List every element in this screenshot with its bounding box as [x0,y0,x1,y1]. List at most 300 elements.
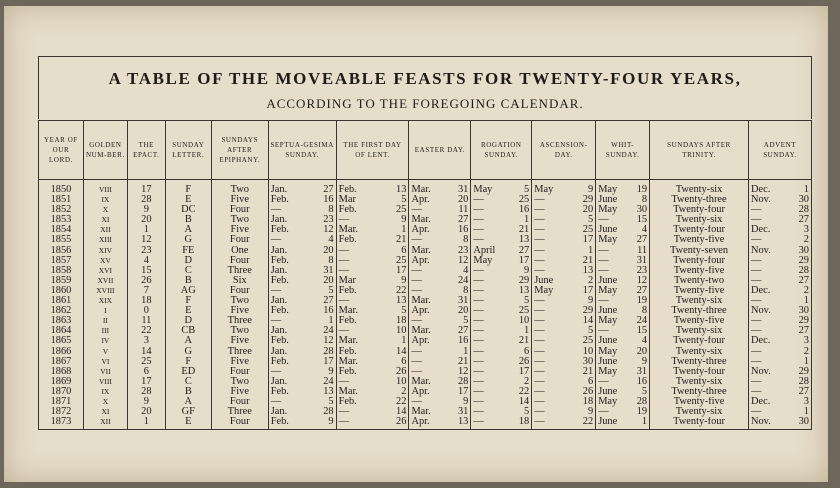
first-day-of-lent-cell [336,367,409,377]
month-text: — [473,376,484,387]
month-text: — [270,205,282,216]
first-day-of-lent-cell [336,235,409,245]
septuagesima-cell [268,377,336,387]
day-text: 15 [636,326,648,337]
month-text: — [473,316,484,327]
table-row [39,347,812,357]
month-text: — [750,275,762,286]
month-text: — [534,195,545,206]
month-text: May [598,366,618,377]
month-text: — [473,366,484,377]
day-text: 1 [401,225,407,236]
table-row [39,180,812,196]
whitsunday-cell [596,195,650,205]
golden-number-cell: XVI [83,266,127,276]
sundays-after-epiphany-cell: Two [211,377,268,387]
day-text: 9 [401,275,407,286]
month-text: Feb. [338,205,357,216]
day-text: 2 [587,275,594,286]
whitsunday-cell [596,296,650,306]
col-header-sunday-letter: SUNDAY LETTER. [165,121,211,180]
ascension-day-cell [532,205,596,215]
month-text: — [473,386,484,397]
month-text: Mar [338,195,356,206]
easter-day-cell [409,215,471,225]
month-text: Feb. [270,195,289,206]
year-cell: 1850 [39,180,84,196]
month-text: — [534,316,545,327]
year-cell: 1870 [39,387,84,397]
day-text: 5 [641,386,648,397]
month-text: Mar. [411,245,431,256]
year-cell: 1858 [39,266,84,276]
septuagesima-cell [268,215,336,225]
sundays-after-epiphany-cell: Four [211,397,268,407]
day-text: 1 [328,316,334,327]
whitsunday-cell [596,347,650,357]
month-text: Nov. [750,245,771,256]
month-text: Jan. [270,265,288,276]
day-text: 27 [323,184,334,195]
first-day-of-lent-cell [336,286,409,296]
day-text: 16 [457,225,469,236]
sunday-letter-cell: AG [165,286,211,296]
month-text: Nov. [750,366,771,377]
golden-number-cell: VIII [83,180,127,196]
month-text: Mar [338,275,356,286]
ascension-day-cell [532,407,596,417]
month-text: — [598,407,609,418]
month-text: — [473,195,484,206]
day-text: 25 [396,255,407,266]
easter-day-cell [409,205,471,215]
day-text: 8 [641,306,648,317]
day-text: 21 [396,235,407,246]
day-text: 29 [798,366,809,377]
golden-number-cell: XIII [83,235,127,245]
advent-sunday-cell [748,306,811,316]
month-text: — [473,407,484,418]
day-text: 16 [323,195,334,206]
month-text: — [411,316,422,327]
month-text: June [598,275,618,286]
first-day-of-lent-cell [336,205,409,215]
month-text: — [750,215,762,226]
epact-cell: 18 [127,296,165,306]
month-text: — [411,356,422,367]
day-text: 5 [328,396,334,407]
first-day-of-lent-cell [336,180,409,196]
epact-cell: 20 [127,215,165,225]
month-text: Mar. [338,336,358,347]
month-text: — [338,407,349,418]
month-text: — [338,245,349,256]
month-text: April [473,245,496,256]
day-text: 23 [636,265,648,276]
day-text: 14 [396,407,407,418]
day-text: 5 [587,215,594,226]
day-text: 16 [323,306,334,317]
col-header-rogation-sunday: ROGATION SUNDAY. [471,121,532,180]
month-text: Apr. [411,195,430,206]
sundays-after-trinity-cell: Twenty-five [650,235,749,245]
day-text: 30 [798,417,809,428]
day-text: 10 [396,326,407,337]
sunday-letter-cell: ED [165,367,211,377]
epact-cell: 9 [127,397,165,407]
day-text: 20 [323,245,334,256]
sundays-after-epiphany-cell: Five [211,225,268,235]
month-text: — [338,265,349,276]
whitsunday-cell [596,397,650,407]
epact-cell: 25 [127,357,165,367]
year-cell: 1855 [39,235,84,245]
day-text: 28 [798,376,809,387]
golden-number-cell: XIV [83,246,127,256]
day-text: 30 [582,356,594,367]
advent-sunday-cell [748,205,811,215]
day-text: 25 [396,205,407,216]
advent-sunday-cell [748,215,811,225]
day-text: 5 [401,306,407,317]
day-text: 9 [401,215,407,226]
day-text: 2 [803,346,809,357]
col-header-golden-number: GOLDEN NUM-BER. [83,121,127,180]
day-text: 17 [457,386,469,397]
septuagesima-cell [268,235,336,245]
sundays-after-epiphany-cell: Five [211,195,268,205]
day-text: 25 [518,195,530,206]
easter-day-cell [409,377,471,387]
col-header-ascension-day: ASCENSION-DAY. [532,121,596,180]
epact-cell: 12 [127,235,165,245]
ascension-day-cell [532,417,596,430]
day-text: 20 [323,275,334,286]
whitsunday-cell [596,225,650,235]
year-cell: 1866 [39,347,84,357]
whitsunday-cell [596,215,650,225]
sundays-after-epiphany-cell: Four [211,367,268,377]
day-text: 13 [396,184,407,195]
day-text: 9 [587,184,594,195]
epact-cell: 15 [127,266,165,276]
first-day-of-lent-cell [336,357,409,367]
rogation-sunday-cell [471,387,532,397]
year-cell: 1868 [39,367,84,377]
easter-day-cell [409,347,471,357]
table-row [39,246,812,256]
sundays-after-trinity-cell: Twenty-three [650,306,749,316]
day-text: 30 [798,245,809,256]
rogation-sunday-cell [471,235,532,245]
month-text: — [534,346,545,357]
whitsunday-cell [596,407,650,417]
rogation-sunday-cell [471,357,532,367]
sundays-after-trinity-cell: Twenty-three [650,387,749,397]
month-text: — [473,225,484,236]
rogation-sunday-cell [471,276,532,286]
month-text: — [270,366,282,377]
day-text: 1 [803,184,809,195]
ascension-day-cell [532,256,596,266]
day-text: 6 [524,346,530,357]
month-text: — [534,407,545,418]
col-header-sundays-after-trinity: SUNDAYS AFTER TRINITY. [650,121,749,180]
month-text: — [411,235,422,246]
day-text: 1 [524,215,530,226]
sundays-after-epiphany-cell: Three [211,316,268,326]
month-text: Dec. [750,396,771,407]
sundays-after-epiphany-cell: Six [211,276,268,286]
day-text: 13 [396,296,407,307]
easter-day-cell [409,306,471,316]
table-row [39,387,812,397]
septuagesima-cell [268,336,336,346]
day-text: 12 [636,275,648,286]
month-text: Dec. [750,336,771,347]
day-text: 21 [518,336,530,347]
year-cell: 1853 [39,215,84,225]
day-text: 23 [323,215,334,226]
septuagesima-cell [268,347,336,357]
day-text: 21 [457,356,469,367]
first-day-of-lent-cell [336,397,409,407]
sunday-letter-cell: F [165,180,211,196]
advent-sunday-cell [748,286,811,296]
sunday-letter-cell: F [165,296,211,306]
ascension-day-cell [532,397,596,407]
sundays-after-trinity-cell: Twenty-five [650,316,749,326]
advent-sunday-cell [748,256,811,266]
sunday-letter-cell: G [165,235,211,245]
month-text: — [534,215,545,226]
month-text: — [338,255,349,266]
day-text: 25 [518,306,530,317]
day-text: 17 [518,366,530,377]
month-text: May [598,285,618,296]
month-text: — [338,215,349,226]
sunday-letter-cell: FE [165,246,211,256]
day-text: 22 [396,396,407,407]
day-text: 25 [582,225,594,236]
month-text: — [411,275,422,286]
day-text: 17 [396,265,407,276]
ascension-day-cell [532,195,596,205]
day-text: 26 [396,417,407,428]
day-text: 27 [798,386,809,397]
day-text: 16 [636,376,648,387]
septuagesima-cell [268,195,336,205]
day-text: 13 [582,265,594,276]
day-text: 31 [457,407,469,418]
month-text: — [598,245,609,256]
month-text: — [534,366,545,377]
easter-day-cell [409,397,471,407]
year-cell: 1869 [39,377,84,387]
table-row [39,215,812,225]
year-cell: 1863 [39,316,84,326]
first-day-of-lent-cell [336,276,409,286]
day-text: 5 [463,316,469,327]
sundays-after-epiphany-cell: Four [211,235,268,245]
sundays-after-trinity-cell: Twenty-three [650,357,749,367]
day-text: 27 [518,245,530,256]
day-text: 11 [458,205,469,216]
first-day-of-lent-cell [336,225,409,235]
day-text: 1 [524,326,530,337]
month-text: — [750,356,762,367]
ascension-day-cell [532,266,596,276]
whitsunday-cell [596,266,650,276]
golden-number-cell: VIII [83,377,127,387]
month-text: — [473,417,484,428]
septuagesima-cell [268,266,336,276]
ascension-day-cell [532,367,596,377]
ascension-day-cell [532,235,596,245]
ascension-day-cell [532,336,596,346]
day-text: 26 [582,386,594,397]
month-text: — [411,396,422,407]
header-row [39,121,812,180]
month-text: Mar. [338,386,358,397]
day-text: 24 [457,275,469,286]
first-day-of-lent-cell [336,256,409,266]
day-text: 22 [582,417,594,428]
month-text: — [473,346,484,357]
day-text: 18 [582,396,594,407]
year-cell: 1851 [39,195,84,205]
rogation-sunday-cell [471,296,532,306]
advent-sunday-cell [748,377,811,387]
month-text: Feb. [270,356,289,367]
sunday-letter-cell: DC [165,205,211,215]
sunday-letter-cell: D [165,316,211,326]
easter-day-cell [409,387,471,397]
sundays-after-epiphany-cell: Five [211,387,268,397]
first-day-of-lent-cell [336,347,409,357]
month-text: Apr. [411,225,430,236]
table-row [39,417,812,430]
sunday-letter-cell: A [165,336,211,346]
ascension-day-cell [532,387,596,397]
sundays-after-trinity-cell: Twenty-six [650,347,749,357]
month-text: — [750,316,762,327]
advent-sunday-cell [748,367,811,377]
day-text: 1 [641,417,648,428]
sundays-after-epiphany-cell: Four [211,205,268,215]
year-cell: 1867 [39,357,84,367]
day-text: 18 [518,417,530,428]
rogation-sunday-cell [471,417,532,430]
month-text: — [534,225,545,236]
day-text: 3 [803,396,809,407]
golden-number-cell: V [83,347,127,357]
whitsunday-cell [596,387,650,397]
whitsunday-cell [596,256,650,266]
day-text: 5 [587,326,594,337]
epact-cell: 9 [127,205,165,215]
day-text: 27 [457,326,469,337]
day-text: 1 [587,245,594,256]
day-text: 17 [582,285,594,296]
table-row [39,357,812,367]
rogation-sunday-cell [471,377,532,387]
easter-day-cell [409,246,471,256]
septuagesima-cell [268,417,336,430]
sundays-after-epiphany-cell: Two [211,296,268,306]
sundays-after-epiphany-cell: Five [211,336,268,346]
easter-day-cell [409,417,471,430]
month-text: — [534,376,545,387]
month-text: Mar. [411,296,431,307]
day-text: 1 [803,296,809,307]
easter-day-cell [409,266,471,276]
epact-cell: 14 [127,347,165,357]
month-text: — [750,265,762,276]
day-text: 28 [798,205,809,216]
day-text: 30 [636,205,648,216]
month-text: May [598,205,618,216]
sundays-after-trinity-cell: Twenty-six [650,215,749,225]
whitsunday-cell [596,180,650,196]
month-text: — [473,215,484,226]
epact-cell: 6 [127,367,165,377]
month-text: — [411,346,422,357]
month-text: Mar. [338,356,358,367]
day-text: 24 [323,376,334,387]
day-text: 4 [463,265,469,276]
month-text: Feb. [270,417,289,428]
advent-sunday-cell [748,296,811,306]
month-text: — [598,255,609,266]
rogation-sunday-cell [471,407,532,417]
first-day-of-lent-cell [336,377,409,387]
day-text: 9 [328,417,334,428]
month-text: — [534,205,545,216]
ascension-day-cell [532,276,596,286]
golden-number-cell: X [83,397,127,407]
day-text: 29 [798,255,809,266]
sunday-letter-cell: E [165,195,211,205]
epact-cell: 4 [127,256,165,266]
table-row [39,377,812,387]
month-text: May [598,396,618,407]
septuagesima-cell [268,286,336,296]
sunday-letter-cell: B [165,276,211,286]
rogation-sunday-cell [471,246,532,256]
month-text: May [534,285,554,296]
month-text: — [534,255,545,266]
day-text: 19 [636,184,648,195]
month-text: Dec. [750,285,771,296]
day-text: 29 [518,275,530,286]
day-text: 5 [524,184,530,195]
sunday-letter-cell: F [165,357,211,367]
month-text: — [750,346,762,357]
septuagesima-cell [268,296,336,306]
septuagesima-cell [268,276,336,286]
epact-cell: 1 [127,225,165,235]
table-row [39,225,812,235]
year-cell: 1857 [39,256,84,266]
whitsunday-cell [596,205,650,215]
month-text: May [598,184,618,195]
table-row [39,326,812,336]
day-text: 17 [582,235,594,246]
month-text: May [534,184,554,195]
month-text: June [598,336,618,347]
col-header-septuagesima: SEPTUA-GESIMA SUNDAY. [268,121,336,180]
